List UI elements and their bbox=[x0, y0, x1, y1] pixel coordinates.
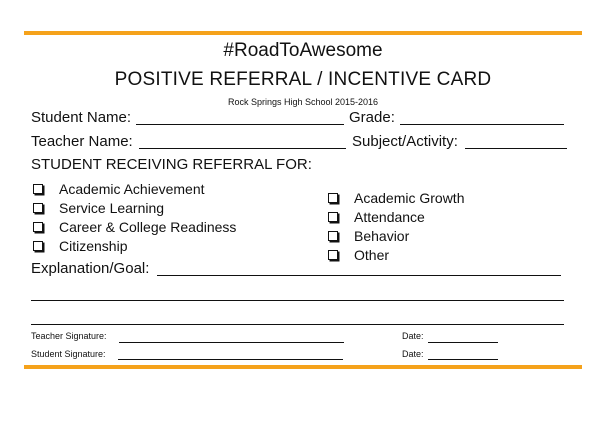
grade-field[interactable] bbox=[400, 124, 564, 125]
grade-label: Grade: bbox=[349, 109, 395, 126]
explanation-field-line-2[interactable] bbox=[31, 300, 564, 301]
checkbox-icon bbox=[33, 203, 43, 213]
explanation-field-line-1[interactable] bbox=[157, 275, 561, 276]
subject-field[interactable] bbox=[465, 148, 567, 149]
student-name-field[interactable] bbox=[136, 124, 344, 125]
checkbox-label: Service Learning bbox=[59, 200, 165, 216]
student-date-label: Date: bbox=[402, 349, 424, 359]
hashtag-heading: #RoadToAwesome bbox=[223, 40, 383, 61]
student-name-label: Student Name: bbox=[31, 109, 132, 126]
checkbox-behavior[interactable] bbox=[328, 228, 409, 244]
subject-label: Subject/Activity: bbox=[352, 133, 458, 150]
checkbox-icon bbox=[328, 212, 338, 222]
checkbox-label: Behavior bbox=[354, 228, 410, 244]
referral-for-heading: STUDENT RECEIVING REFERRAL FOR: bbox=[31, 156, 312, 173]
student-date-field[interactable] bbox=[428, 359, 498, 360]
checkbox-other[interactable] bbox=[328, 247, 389, 263]
student-signature-label: Student Signature: bbox=[31, 349, 106, 359]
school-name: Rock Springs High School 2015-2016 bbox=[227, 97, 379, 107]
teacher-name-field[interactable] bbox=[139, 148, 346, 149]
teacher-date-label: Date: bbox=[402, 331, 424, 341]
checkbox-service-learning[interactable] bbox=[33, 200, 164, 216]
checkbox-label: Citizenship bbox=[59, 238, 128, 254]
teacher-signature-label: Teacher Signature: bbox=[31, 331, 107, 341]
teacher-date-field[interactable] bbox=[428, 342, 498, 343]
card-title: POSITIVE REFERRAL / INCENTIVE CARD bbox=[114, 69, 492, 90]
checkbox-attendance[interactable] bbox=[328, 209, 425, 225]
checkbox-icon bbox=[33, 184, 43, 194]
checkbox-label: Other bbox=[354, 247, 390, 263]
teacher-name-label: Teacher Name: bbox=[31, 133, 133, 150]
checkbox-label: Academic Growth bbox=[354, 190, 465, 206]
checkbox-label: Academic Achievement bbox=[59, 181, 205, 197]
checkbox-icon bbox=[33, 241, 43, 251]
checkbox-academic-achievement[interactable] bbox=[33, 181, 205, 197]
explanation-label: Explanation/Goal: bbox=[31, 260, 150, 277]
student-signature-field[interactable] bbox=[118, 359, 343, 360]
teacher-signature-field[interactable] bbox=[119, 342, 344, 343]
bottom-accent-bar bbox=[24, 365, 582, 369]
top-accent-bar bbox=[24, 31, 582, 35]
checkbox-icon bbox=[33, 222, 43, 232]
explanation-field-line-3[interactable] bbox=[31, 324, 564, 325]
checkbox-label: Career & College Readiness bbox=[59, 219, 237, 235]
checkbox-label: Attendance bbox=[354, 209, 425, 225]
checkbox-icon bbox=[328, 193, 338, 203]
checkbox-icon bbox=[328, 231, 338, 241]
checkbox-academic-growth[interactable] bbox=[328, 190, 464, 206]
checkbox-career-college-readiness[interactable] bbox=[33, 219, 236, 235]
checkbox-citizenship[interactable] bbox=[33, 238, 127, 254]
checkbox-icon bbox=[328, 250, 338, 260]
